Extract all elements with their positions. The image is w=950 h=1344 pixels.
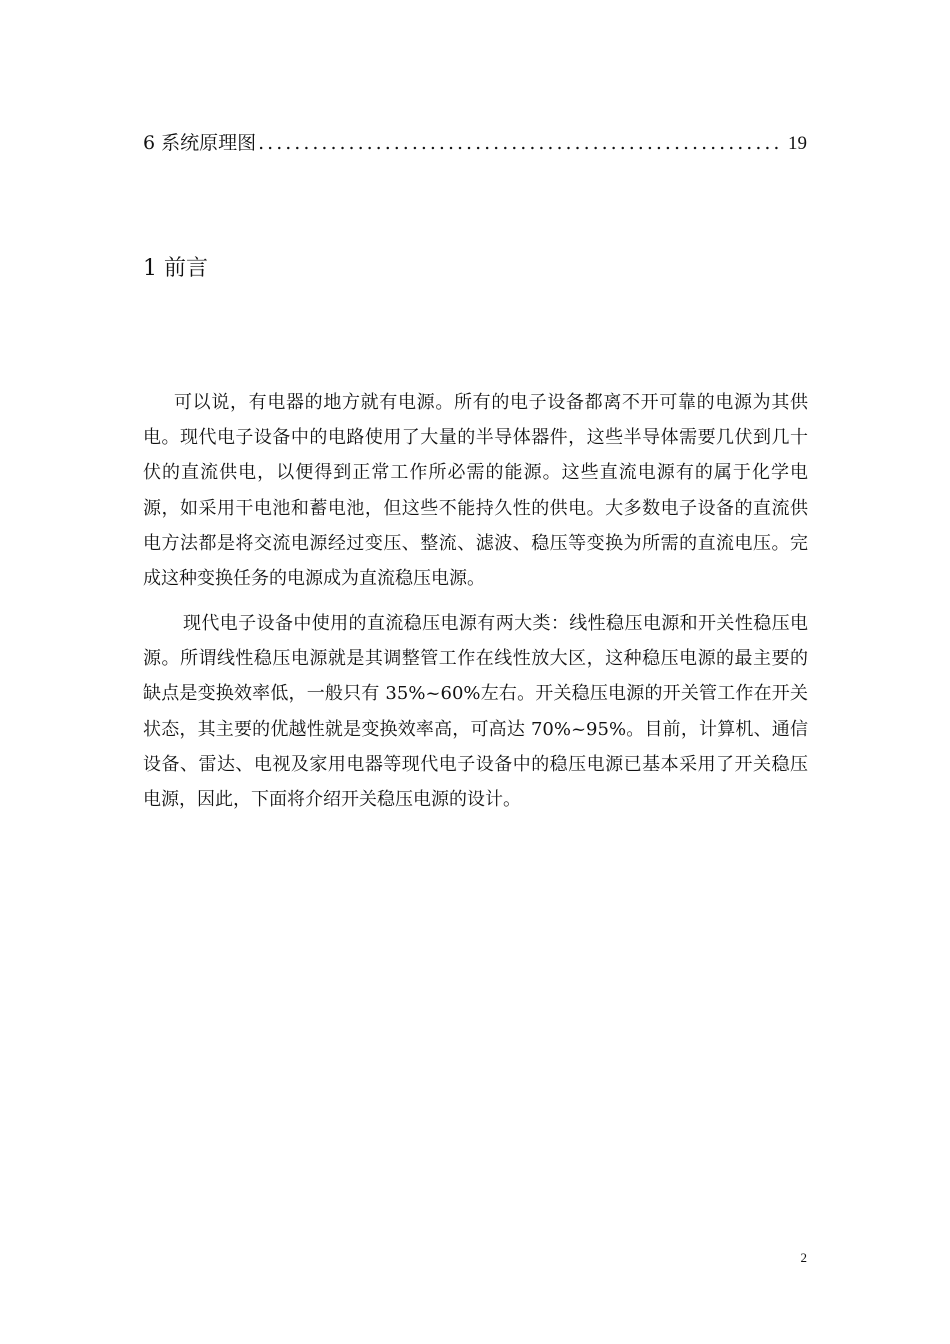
page-number: 2 xyxy=(800,1250,807,1265)
paragraph-2: 现代电子设备中使用的直流稳压电源有两大类：线性稳压电源和开关性稳压电源。所谓线性稳压电源就是其调整管工作在线性放大区，这种稳压电源的最主要的缺点是变换效率低，一般只有 35%~60%左右。开关稳压电源的开关管工作在开关状态，其主要的优越性就是变换效率高，可高达 70%~95%。目前，计算机、通信设备、雷达、电视及家用电器等现代电子设备中的稳压电源已基本采用了开关稳压电源，因此，下面将介绍开关稳压电源的设计。 xyxy=(143,613,808,811)
toc-leader-dots xyxy=(258,128,784,158)
toc-entry-page: 19 xyxy=(788,133,807,154)
paragraph-1: 可以说，有电器的地方就有电源。所有的电子设备都离不开可靠的电源为其供电。现代电子设备中的电路使用了大量的半导体器件，这些半导体需要几伏到几十伏的直流供电，以便得到正常工作所必需的能源。这些直流电源有的属于化学电源，如采用干电池和蓄电池，但这些不能持久性的供电。大多数电子设备的直流供电方法都是将交流电源经过变压、整流、滤波、稳压等变换为所需的直流电压。完成这种变换任务的电源成为直流稳压电源。 xyxy=(143,392,808,590)
toc-entry-label: 6 系统原理图 xyxy=(143,132,257,154)
toc-entry xyxy=(143,128,807,158)
section-heading: 1 前言 xyxy=(143,256,208,281)
